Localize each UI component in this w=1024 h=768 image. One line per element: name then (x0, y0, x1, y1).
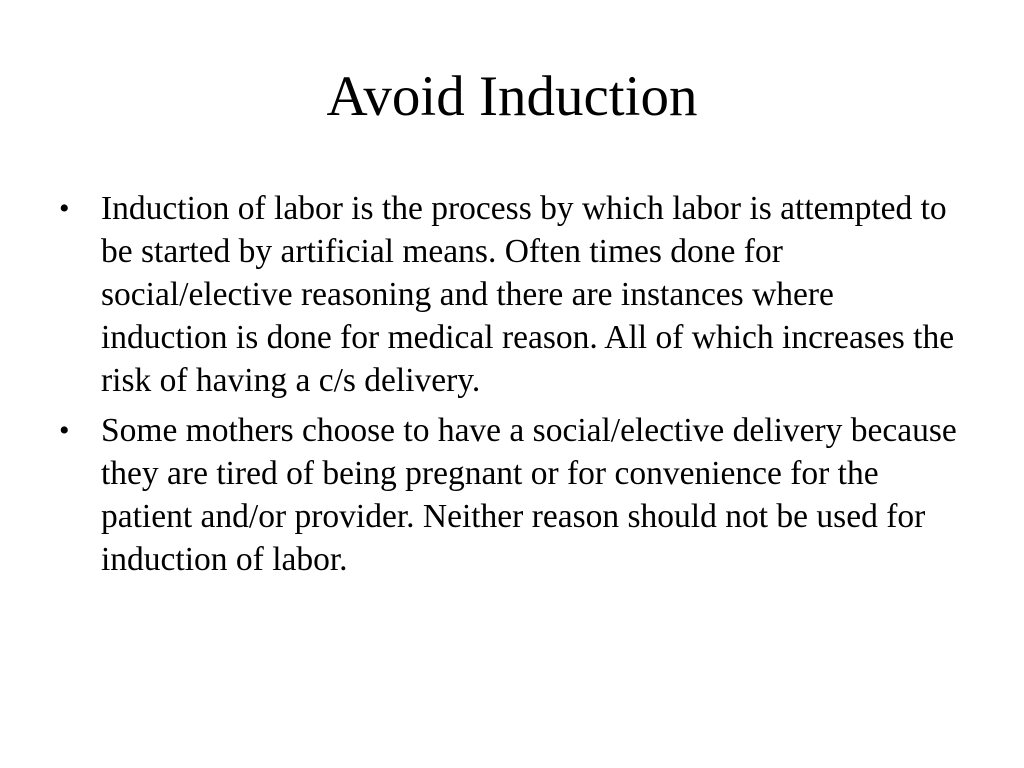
bullet-text: Some mothers choose to have a social/elective delivery because they are tired of being pregnant or for convenience for the patient and/or provider. Neither reason should not be used for induction of labor. (101, 412, 957, 578)
bullet-item-2 (57, 409, 957, 581)
slide-title: Avoid Induction (326, 65, 698, 128)
bullet-icon: • (59, 192, 70, 225)
bullet-item-1 (57, 187, 957, 402)
bullet-icon: • (59, 414, 70, 447)
bullet-list (57, 187, 957, 588)
bullet-text: Induction of labor is the process by which labor is attempted to be started by artificial means. Often times done for social/elective reasoning and there are instances where induction is done for medical reason. All of which increases the risk of having a c/s delivery. (101, 190, 955, 399)
